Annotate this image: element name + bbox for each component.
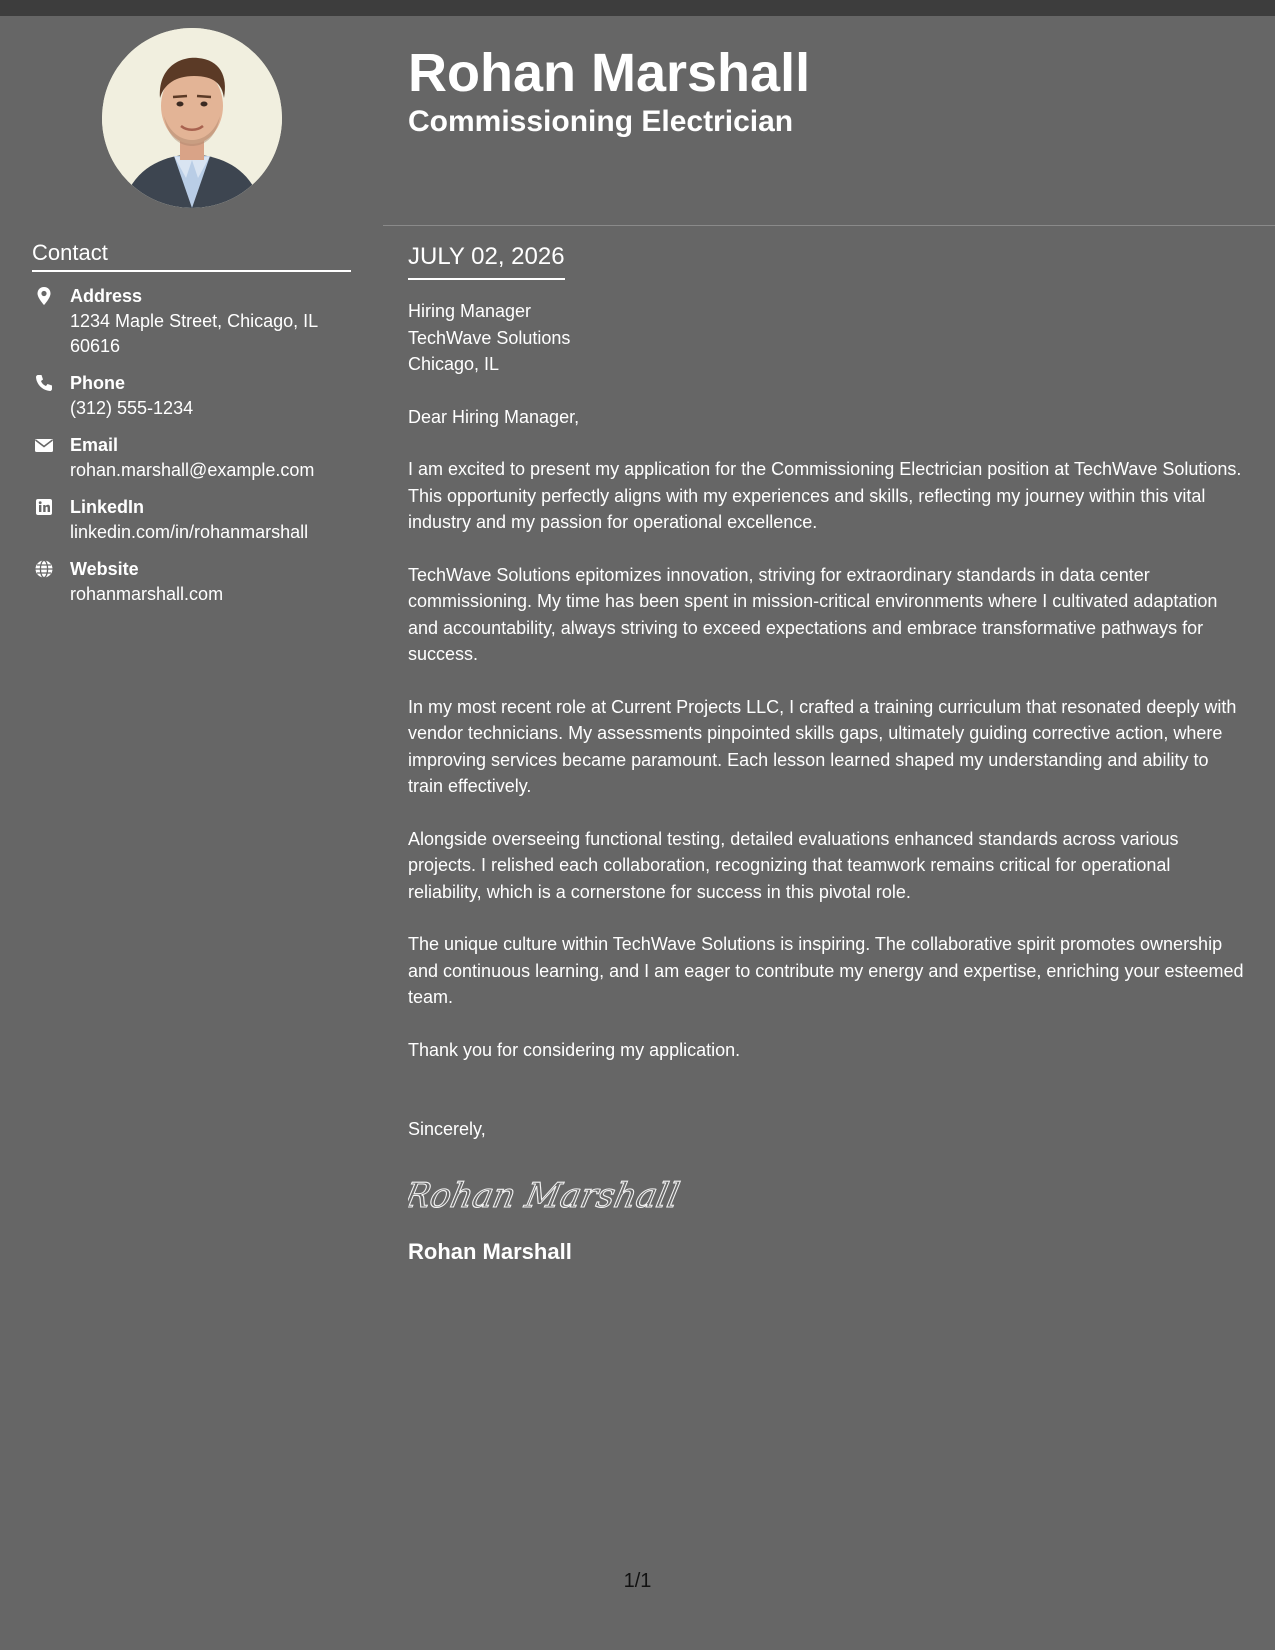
recipient-line: TechWave Solutions <box>408 327 571 348</box>
contact-phone <box>32 371 352 421</box>
linkedin-icon <box>34 497 54 517</box>
contact-website <box>32 557 352 607</box>
paragraph: Thank you for considering my application. <box>408 1039 741 1060</box>
contact-label: Address <box>70 286 143 306</box>
phone-icon <box>34 373 54 393</box>
contact-value: (312) 555-1234 <box>70 398 194 418</box>
paragraph: The unique culture within TechWave Solutions is inspiring. The collaborative spirit promotes ownership and continuous learning, and I am eager to contribute my energy and expertise, enriching your esteemed team. <box>408 934 1244 1007</box>
contact-label: LinkedIn <box>70 497 145 517</box>
signature <box>408 1163 1248 1223</box>
contact-heading: Contact <box>32 240 351 272</box>
contact-address <box>32 284 352 359</box>
paragraph: Alongside overseeing functional testing, detailed evaluations enhanced standards across various projects. I relished each collaboration, recognizing that teamwork remains critical for operational reliability, which is a cornerstone for success in this pivotal role. <box>408 828 1179 902</box>
map-pin-icon <box>34 286 54 306</box>
letter-header <box>408 42 810 140</box>
contact-label: Email <box>70 435 119 455</box>
contact-value: 1234 Maple Street, Chicago, IL 60616 <box>70 311 318 356</box>
greeting: Dear Hiring Manager, <box>408 406 580 427</box>
contact-value: rohan.marshall@example.com <box>70 460 315 480</box>
contact-label: Phone <box>70 373 126 393</box>
applicant-name: Rohan Marshall <box>408 43 811 103</box>
recipient-line: Chicago, IL <box>408 354 500 374</box>
recipient-line: Hiring Manager <box>408 301 532 321</box>
recipient-block <box>408 298 1248 378</box>
contact-label: Website <box>70 559 139 579</box>
globe-icon <box>34 559 54 579</box>
paragraph: In my most recent role at Current Projects LLC, I crafted a training curriculum that resonated deeply with vendor technicians. My assessments pinpointed skills gaps, ultimately guiding corrective action, where improving services became paramount. Each lesson learned shaped my understanding and ability to train effectively. <box>408 696 1237 796</box>
letter-date: JULY 02, 2026 <box>408 242 565 280</box>
letter-body <box>408 242 1248 1267</box>
page-number: 1/1 <box>623 1570 652 1592</box>
contact-value: rohanmarshall.com <box>70 584 224 604</box>
header-divider <box>383 225 1275 226</box>
closing: Sincerely, <box>408 1119 486 1139</box>
contact-list <box>32 284 352 619</box>
envelope-icon <box>34 435 54 455</box>
contact-value: linkedin.com/in/rohanmarshall <box>70 522 309 542</box>
paragraph: TechWave Solutions epitomizes innovation, striving for extraordinary standards in data center commissioning. My time has been spent in mission-critical environments where I cultivated adaptation and accountability, always striving to exceed expectations and embrace transformative pathways for success. <box>408 564 1218 664</box>
signer-name: Rohan Marshall <box>408 1238 572 1264</box>
paragraph: I am excited to present my application for the Commissioning Electrician position at TechWave Solutions. This opportunity perfectly aligns with my experiences and skills, reflecting my journey within this vital industry and my passion for operational excellence. <box>408 459 1242 532</box>
contact-linkedin <box>32 495 352 545</box>
contact-email <box>32 433 352 483</box>
signature-text: Rohan Marshall <box>408 1175 683 1216</box>
applicant-title: Commissioning Electrician <box>408 105 794 138</box>
profile-photo <box>102 28 282 208</box>
top-bar <box>0 0 1275 16</box>
